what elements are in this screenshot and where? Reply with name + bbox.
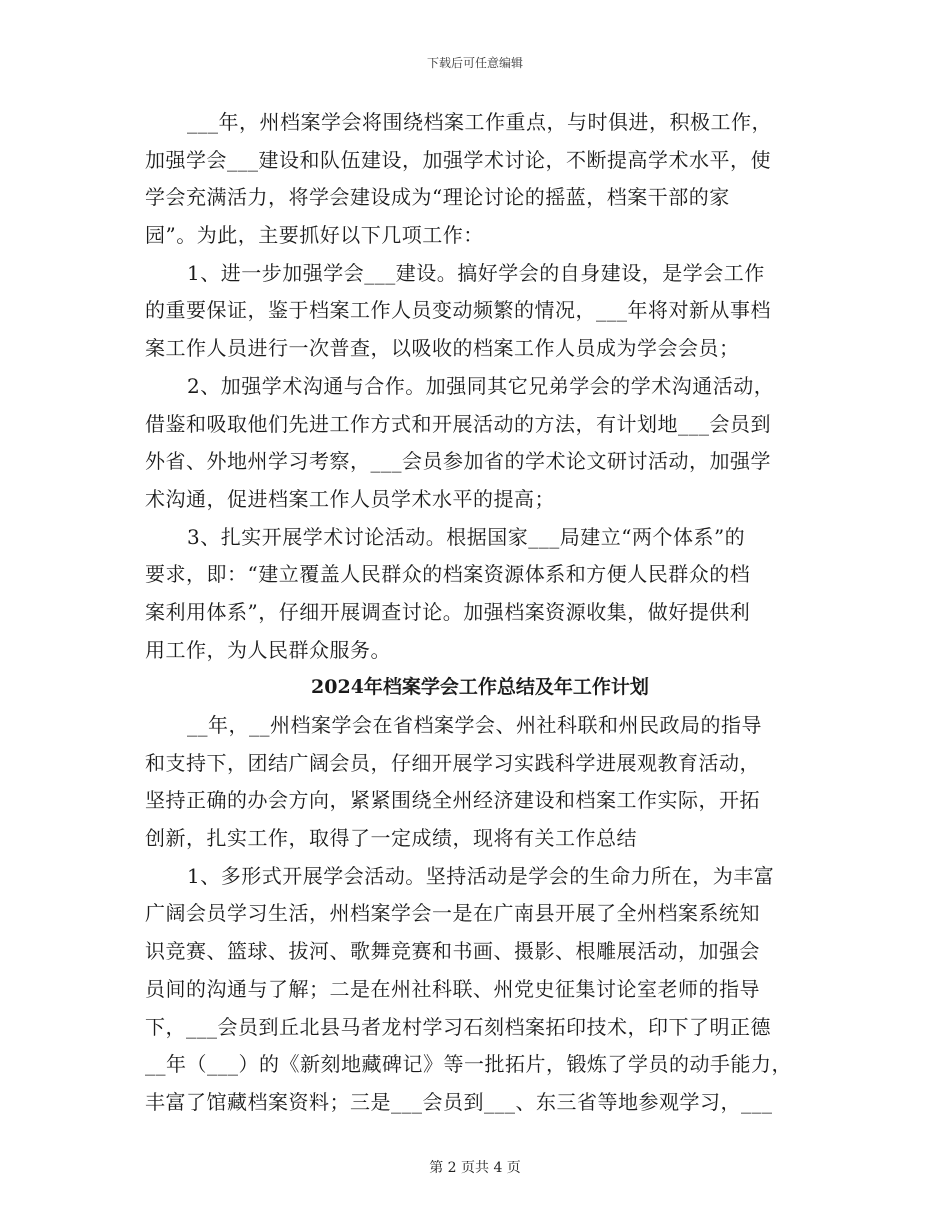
- paragraph-line: 案工作人员进行一次普查，以吸收的档案工作人员成为学会会员；: [145, 336, 740, 361]
- paragraph-line: 识竞赛、篮球、拔河、歌舞竞赛和书画、摄影、根雕展活动，加强会: [145, 939, 760, 964]
- paragraph-line: 下，___会员到丘北县马者龙村学习石刻档案拓印技术，印下了明正德: [145, 1014, 771, 1039]
- paragraph-line: 2、加强学术沟通与合作。加强同其它兄弟学会的学术沟通活动，: [187, 373, 775, 398]
- paragraph-line: 要求，即：“建立覆盖人民群众的档案资源体系和方便人民群众的档: [145, 562, 751, 587]
- paragraph-line: __年，__州档案学会在省档案学会、州社科联和州民政局的指导: [187, 713, 762, 737]
- paragraph-line: ___年，州档案学会将围绕档案工作重点，与时俱进，积极工作，: [187, 110, 772, 134]
- paragraph-line: 加强学会___建设和队伍建设，加强学术讨论，不断提高学术水平，使: [145, 147, 771, 172]
- paragraph-line: 员间的沟通与了解；二是在州社科联、州党史征集讨论室老师的指导: [145, 976, 760, 1001]
- section-summary: [145, 707, 815, 1122]
- document-body: [145, 104, 815, 1122]
- paragraph-line: 术沟通，促进档案工作人员学术水平的提高；: [145, 486, 555, 511]
- paragraph-line: 园”。为此，主要抓好以下几项工作：: [145, 223, 484, 248]
- section-heading: 2024年档案学会工作总结及年工作计划: [311, 676, 649, 699]
- paragraph-line: 1、进一步加强学会___建设。搞好学会的自身建设，是学会工作: [187, 260, 765, 285]
- paragraph-line: 案利用体系”，仔细开展调查讨论。加强档案资源收集，做好提供利: [145, 599, 751, 624]
- section-plan: [145, 104, 815, 669]
- paragraph-line: 3、扎实开展学术讨论活动。根据国家___局建立“两个体系”的: [187, 524, 746, 549]
- page-number-footer: 第 2 页共 4 页: [429, 1160, 521, 1176]
- paragraph-line: 广阔会员学习生活，州档案学会一是在广南县开展了全州档案系统知: [145, 901, 760, 926]
- paragraph-line: 用工作，为人民群众服务。: [145, 637, 391, 662]
- paragraph-line: 和支持下，团结广阔会员，仔细开展学习实践科学进展观教育活动，: [145, 750, 760, 775]
- paragraph-line: 1、多形式开展学会活动。坚持活动是学会的生命力所在，为丰富: [187, 863, 775, 888]
- paragraph-line: 创新，扎实工作，取得了一定成绩，现将有关工作总结: [145, 826, 637, 851]
- paragraph-line: 外省、外地州学习考察，___会员参加省的学术论文研讨活动，加强学: [145, 449, 771, 474]
- paragraph-line: 丰富了馆藏档案资料；三是___会员到___、东三省等地参观学习，___: [145, 1089, 773, 1114]
- paragraph-line: __年（___）的《新刻地藏碑记》等一批拓片，锻炼了学员的动手能力，: [145, 1052, 792, 1077]
- paragraph-line: 坚持正确的办会方向，紧紧围绕全州经济建设和档案工作实际，开拓: [145, 788, 760, 813]
- paragraph-line: 的重要保证，鉴于档案工作人员变动频繁的情况，___年将对新从事档: [145, 298, 771, 323]
- paragraph-line: 学会充满活力，将学会建设成为“理论讨论的摇蓝，档案干部的家: [145, 185, 730, 210]
- paragraph-line: 借鉴和吸取他们先进工作方式和开展活动的方法，有计划地___会员到: [145, 411, 771, 436]
- page-header: 下载后可任意编辑: [426, 56, 523, 70]
